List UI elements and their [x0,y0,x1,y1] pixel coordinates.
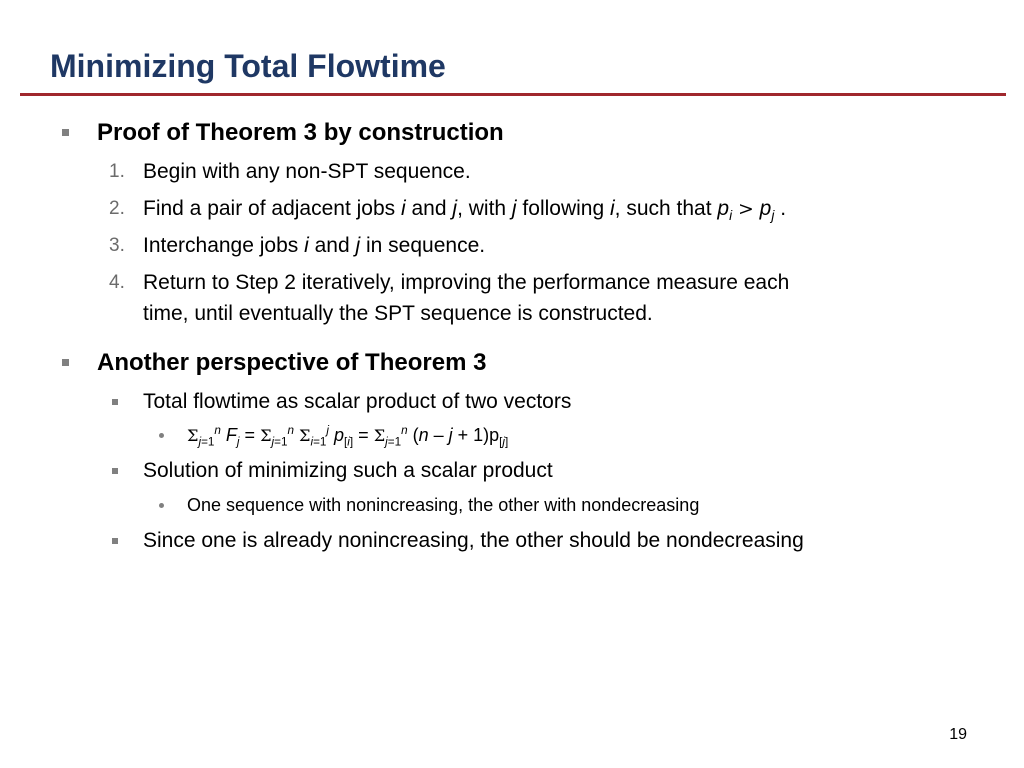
step-number: 4. [109,272,125,293]
section-heading-proof: Proof of Theorem 3 by construction [97,119,504,146]
item-nondecreasing: Since one is already nonincreasing, the other should be nondecreasing [143,529,804,552]
square-bullet-icon [112,538,118,544]
square-bullet-icon [62,129,69,136]
step-number: 2. [109,198,125,219]
square-bullet-icon [112,468,118,474]
flowtime-formula: $\Sigma_{j=1}^n$ $F_j = \Sigma_{j=1}^n$ $\Sigma_{i=1}^j$ $p_{[i]} = \Sigma_{j=1}^n$ $(n - j + 1)p_{[j]}$ [187,424,509,449]
round-bullet-icon [159,433,164,438]
square-bullet-icon [62,359,69,366]
page-number: 19 [949,726,967,743]
item-scalar-product: Total flowtime as scalar product of two vectors [143,390,572,413]
step-4-line-2: time, until eventually the SPT sequence is constructed. [143,302,653,325]
sub-note-sequences: One sequence with nonincreasing, the other with nondecreasing [187,495,700,515]
step-2-text: Find a pair of adjacent jobs i and j, with j following i, such that $p_i > p_j$ . [143,197,787,224]
step-1-text: Begin with any non-SPT sequence. [143,160,471,183]
round-bullet-icon [159,503,164,508]
slide-title: Minimizing Total Flowtime [50,48,446,84]
step-number: 1. [109,161,125,182]
title-underline [20,93,1006,96]
step-4-line-1: Return to Step 2 iteratively, improving the performance measure each [143,271,790,294]
item-minimizing-solution: Solution of minimizing such a scalar product [143,459,553,482]
step-3-text: Interchange jobs i and j in sequence. [143,234,486,257]
section-heading-perspective: Another perspective of Theorem 3 [97,349,487,376]
step-number: 3. [109,235,125,256]
square-bullet-icon [112,399,118,405]
